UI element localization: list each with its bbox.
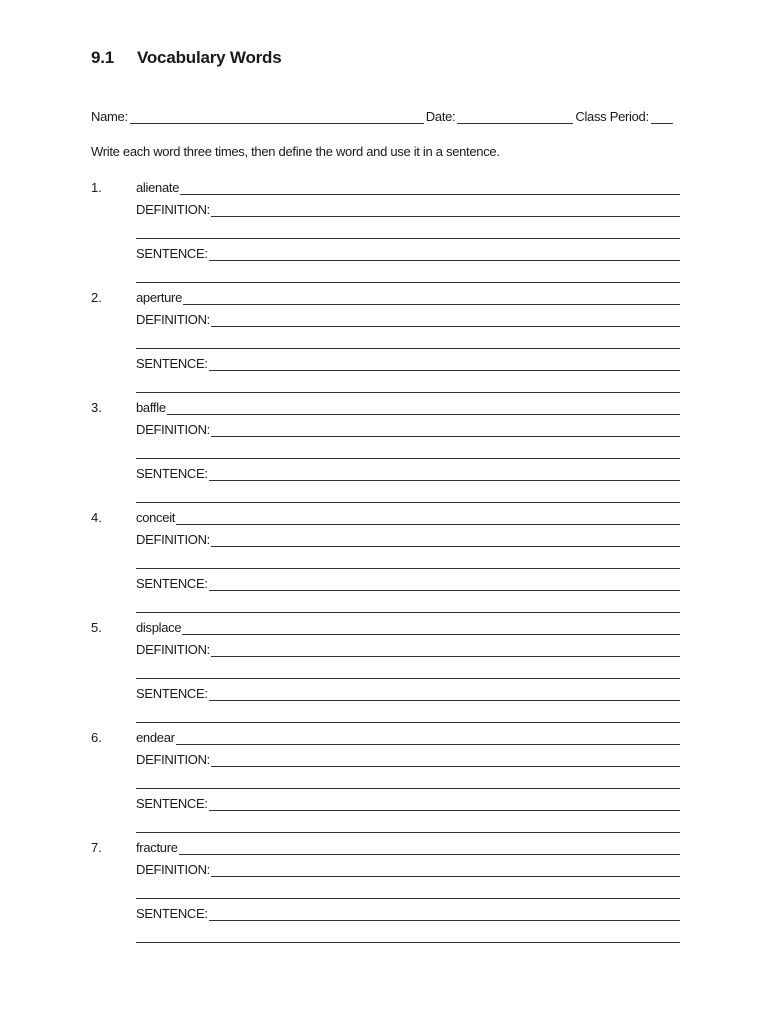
word-row [136,179,680,195]
sentence-row [136,795,680,811]
class-period-label: Class Period: [575,109,649,124]
name-field[interactable] [130,110,424,124]
sentence-continuation-line[interactable] [136,392,680,393]
definition-continuation-line[interactable] [136,568,680,569]
sentence-line[interactable] [209,908,680,921]
item-number: 3. [91,400,102,415]
sentence-label: SENTENCE: [136,686,208,701]
page-title [91,48,282,68]
definition-continuation-line[interactable] [136,238,680,239]
definition-line[interactable] [211,314,680,327]
definition-label: DEFINITION: [136,752,210,767]
definition-continuation-line[interactable] [136,788,680,789]
definition-continuation-line[interactable] [136,458,680,459]
sentence-continuation-line[interactable] [136,612,680,613]
item-number: 1. [91,180,102,195]
item-number: 5. [91,620,102,635]
vocabulary-word: conceit [136,510,176,525]
definition-label: DEFINITION: [136,642,210,657]
date-field[interactable] [457,110,573,124]
definition-line[interactable] [211,424,680,437]
definition-row [136,641,680,657]
word-practice-line[interactable] [180,182,680,195]
definition-row [136,861,680,877]
vocabulary-word: baffle [136,400,166,415]
word-practice-line[interactable] [183,292,680,305]
sentence-label: SENTENCE: [136,246,208,261]
sentence-line[interactable] [209,578,680,591]
word-practice-line[interactable] [182,622,680,635]
definition-label: DEFINITION: [136,422,210,437]
sentence-label: SENTENCE: [136,466,208,481]
definition-continuation-line[interactable] [136,898,680,899]
definition-label: DEFINITION: [136,312,210,327]
word-row [136,509,680,525]
vocabulary-word: alienate [136,180,180,195]
word-practice-line[interactable] [176,512,680,525]
definition-line[interactable] [211,204,680,217]
definition-row [136,421,680,437]
sentence-label: SENTENCE: [136,796,208,811]
sentence-continuation-line[interactable] [136,282,680,283]
word-row [136,839,680,855]
item-number: 2. [91,290,102,305]
student-info-row [91,106,680,124]
sentence-line[interactable] [209,248,680,261]
sentence-label: SENTENCE: [136,356,208,371]
word-practice-line[interactable] [179,842,680,855]
sentence-continuation-line[interactable] [136,722,680,723]
definition-label: DEFINITION: [136,532,210,547]
definition-row [136,531,680,547]
definition-row [136,311,680,327]
word-row [136,399,680,415]
sentence-row [136,575,680,591]
sentence-row [136,685,680,701]
vocabulary-word: aperture [136,290,183,305]
class-period-field[interactable] [651,110,673,124]
definition-label: DEFINITION: [136,862,210,877]
definition-line[interactable] [211,754,680,767]
definition-line[interactable] [211,864,680,877]
sentence-continuation-line[interactable] [136,942,680,943]
item-number: 4. [91,510,102,525]
definition-line[interactable] [211,534,680,547]
date-label: Date: [425,109,456,124]
item-number: 6. [91,730,102,745]
word-practice-line[interactable] [176,732,680,745]
definition-line[interactable] [211,644,680,657]
sentence-line[interactable] [209,798,680,811]
name-label: Name: [91,109,128,124]
sentence-row [136,905,680,921]
vocabulary-word: endear [136,730,175,745]
vocabulary-word: displace [136,620,182,635]
definition-row [136,751,680,767]
word-row [136,289,680,305]
word-practice-line[interactable] [167,402,680,415]
instructions: Write each word three times, then define the word and use it in a sentence. [91,144,500,159]
sentence-row [136,465,680,481]
definition-continuation-line[interactable] [136,348,680,349]
sentence-continuation-line[interactable] [136,502,680,503]
vocabulary-word: fracture [136,840,178,855]
sentence-continuation-line[interactable] [136,832,680,833]
definition-continuation-line[interactable] [136,678,680,679]
word-row [136,729,680,745]
sentence-label: SENTENCE: [136,576,208,591]
item-number: 7. [91,840,102,855]
sentence-row [136,355,680,371]
sentence-line[interactable] [209,358,680,371]
word-row [136,619,680,635]
sentence-label: SENTENCE: [136,906,208,921]
sentence-line[interactable] [209,468,680,481]
definition-row [136,201,680,217]
definition-label: DEFINITION: [136,202,210,217]
sentence-row [136,245,680,261]
sentence-line[interactable] [209,688,680,701]
section-number: 9.1 [91,48,115,67]
title-text: Vocabulary Words [137,48,282,67]
